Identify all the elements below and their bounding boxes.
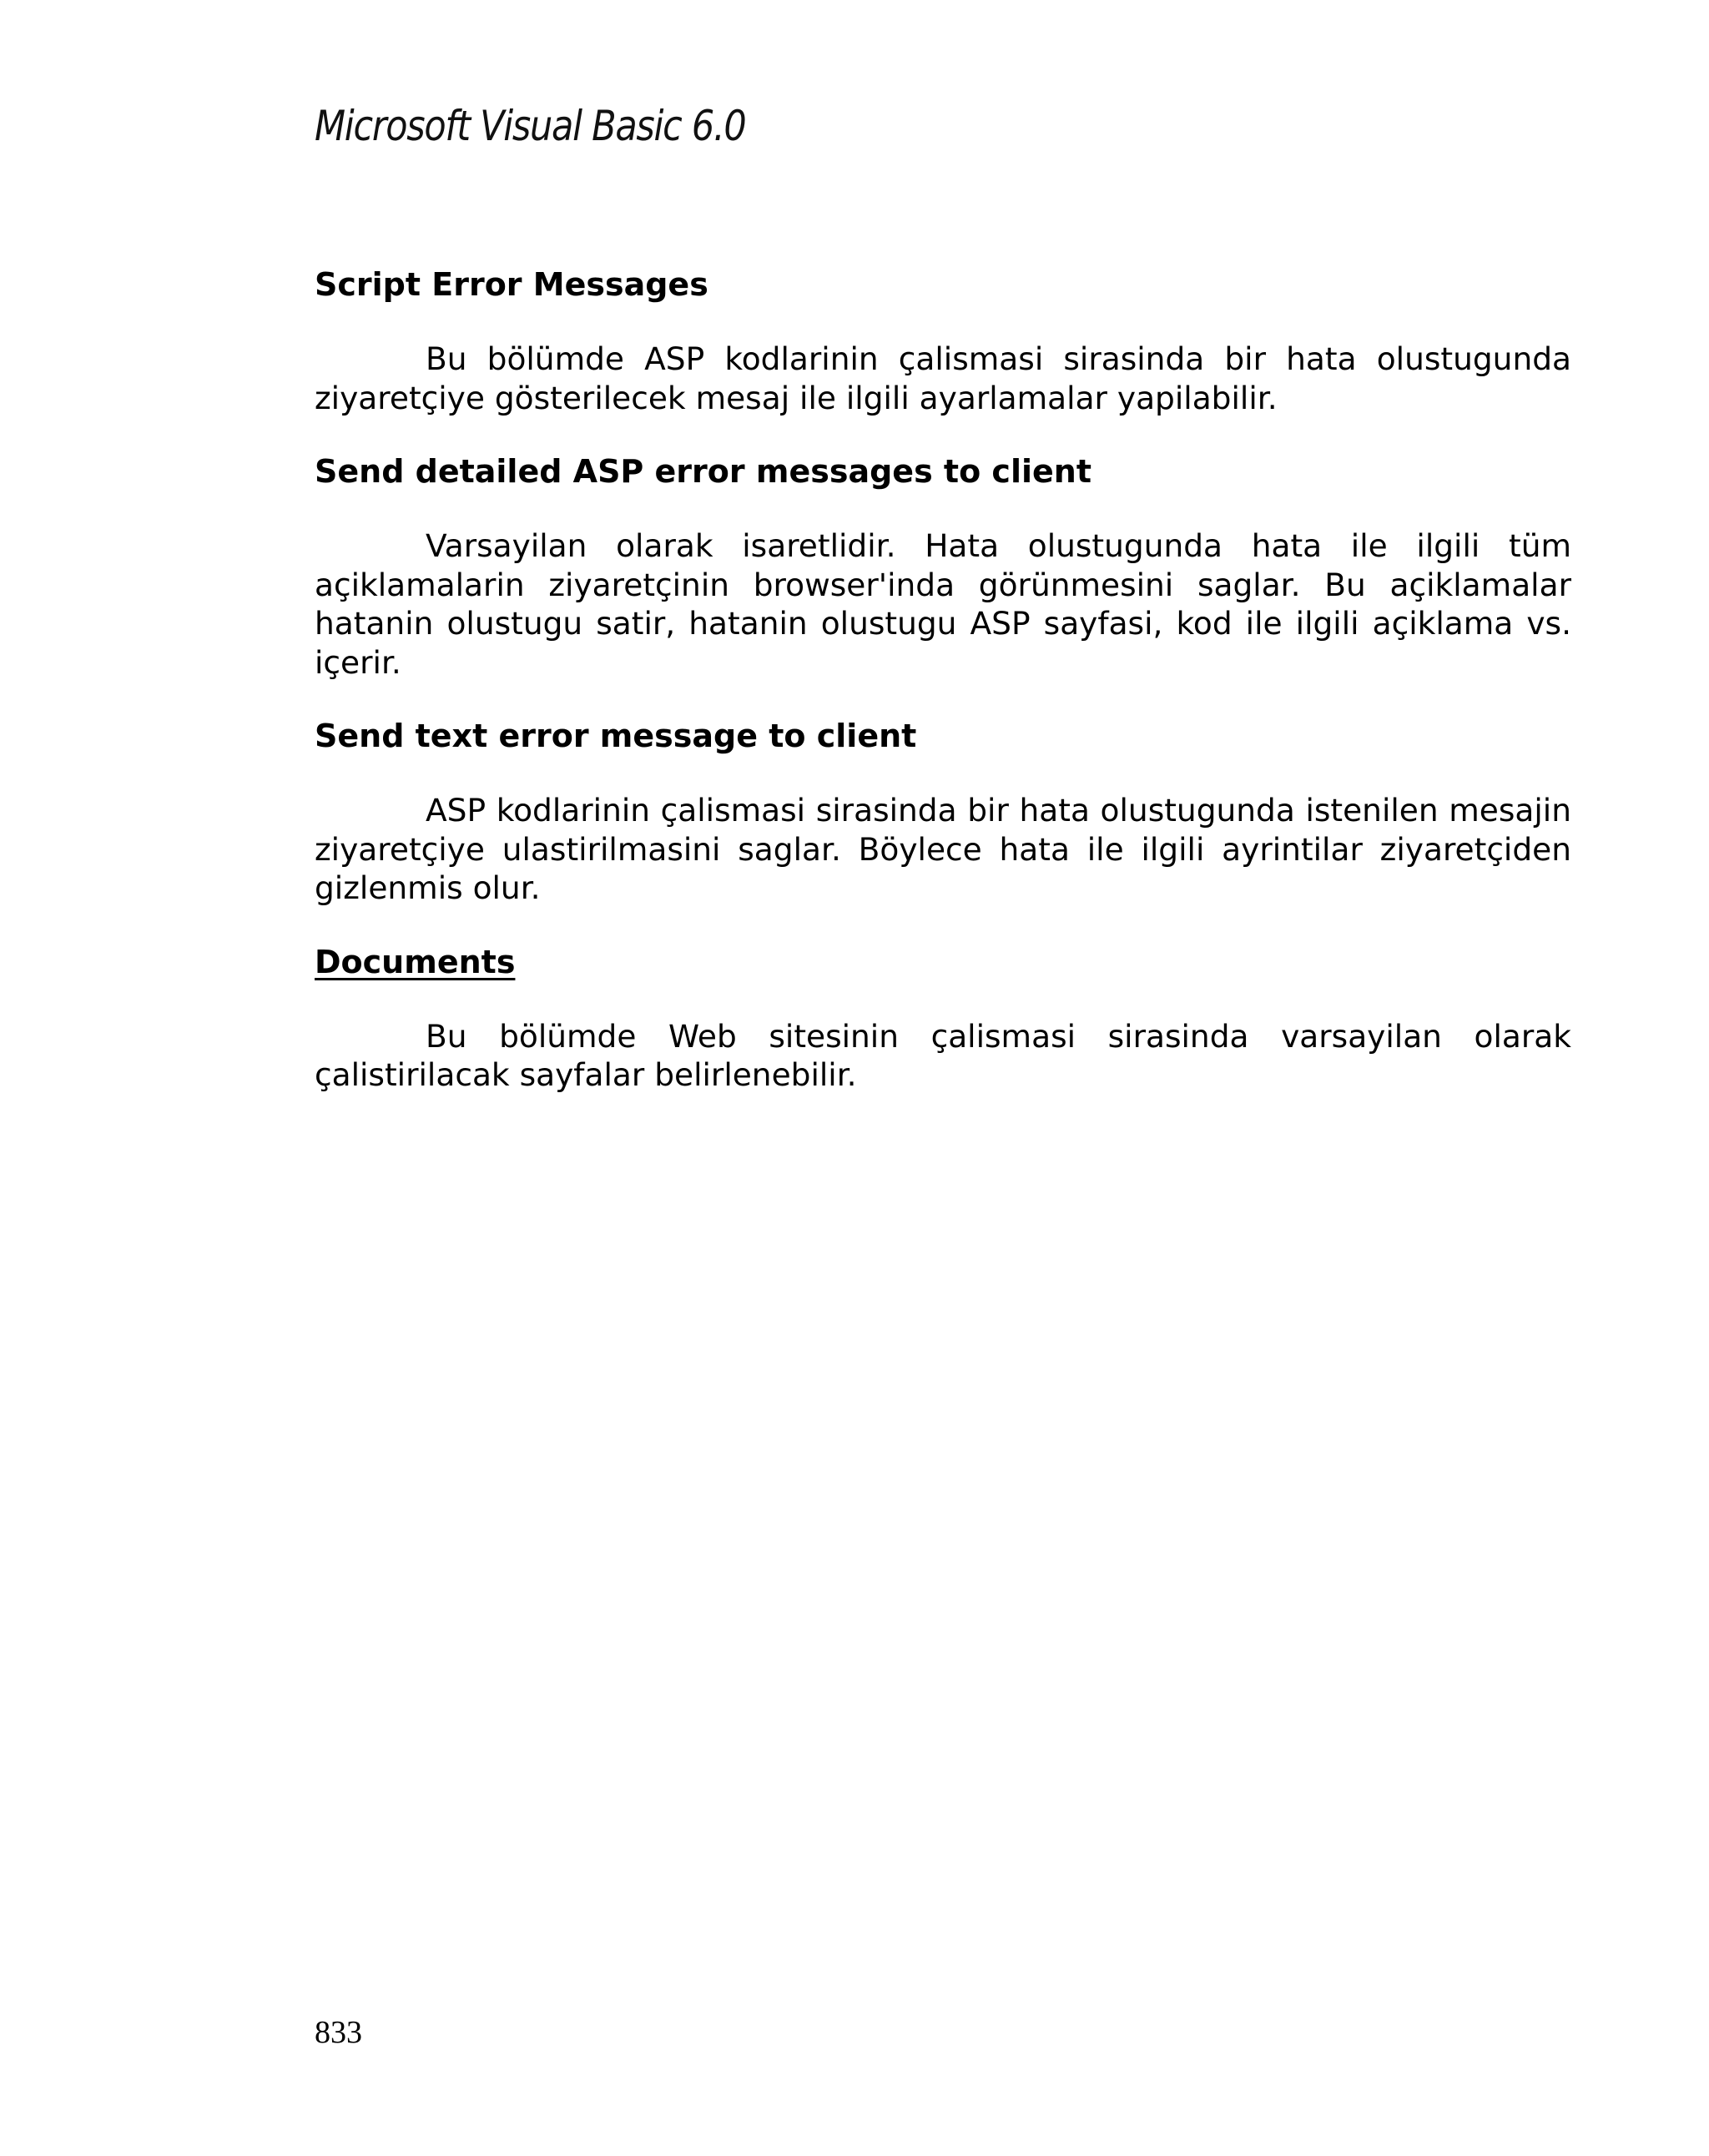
running-header: Microsoft Visual Basic 6.0 [315,102,746,150]
section-heading-documents: Documents [315,943,516,980]
page-content [315,265,1571,1095]
section-body-documents: Bu bölümde Web sitesinin çalismasi sirasinda varsayilan olarak çalistirilacak sayfalar belirlenebilir. [315,1017,1571,1093]
section-body-script-error-messages: Bu bölümde ASP kodlarinin çalismasi sirasinda bir hata olustugunda ziyaretçiye gösterilecek mesaj ile ilgili ayarlamalar yapilabilir. [315,340,1571,416]
page-number: 833 [315,2015,362,2050]
section-heading-send-text-error: Send text error message to client [315,718,917,754]
section-body-send-text-error: ASP kodlarinin çalismasi sirasinda bir hata olustugunda istenilen mesajin ziyaretçiye ulastirilmasini saglar. Böylece hata ile ilgili ayrintilar ziyaretçiden gizlenmis olur. [315,792,1571,906]
section-heading-script-error-messages: Script Error Messages [315,266,708,303]
section-heading-send-detailed-errors: Send detailed ASP error messages to client [315,453,1091,490]
section-body-send-detailed-errors: Varsayilan olarak isaretlidir. Hata olustugunda hata ile ilgili tüm açiklamalarin ziyaretçinin browser'inda görünmesini saglar. Bu açiklamalar hatanin olustugu satir, hatanin olustugu ASP sayfasi, kod ile ilgili açiklama vs. içerir. [315,527,1571,681]
